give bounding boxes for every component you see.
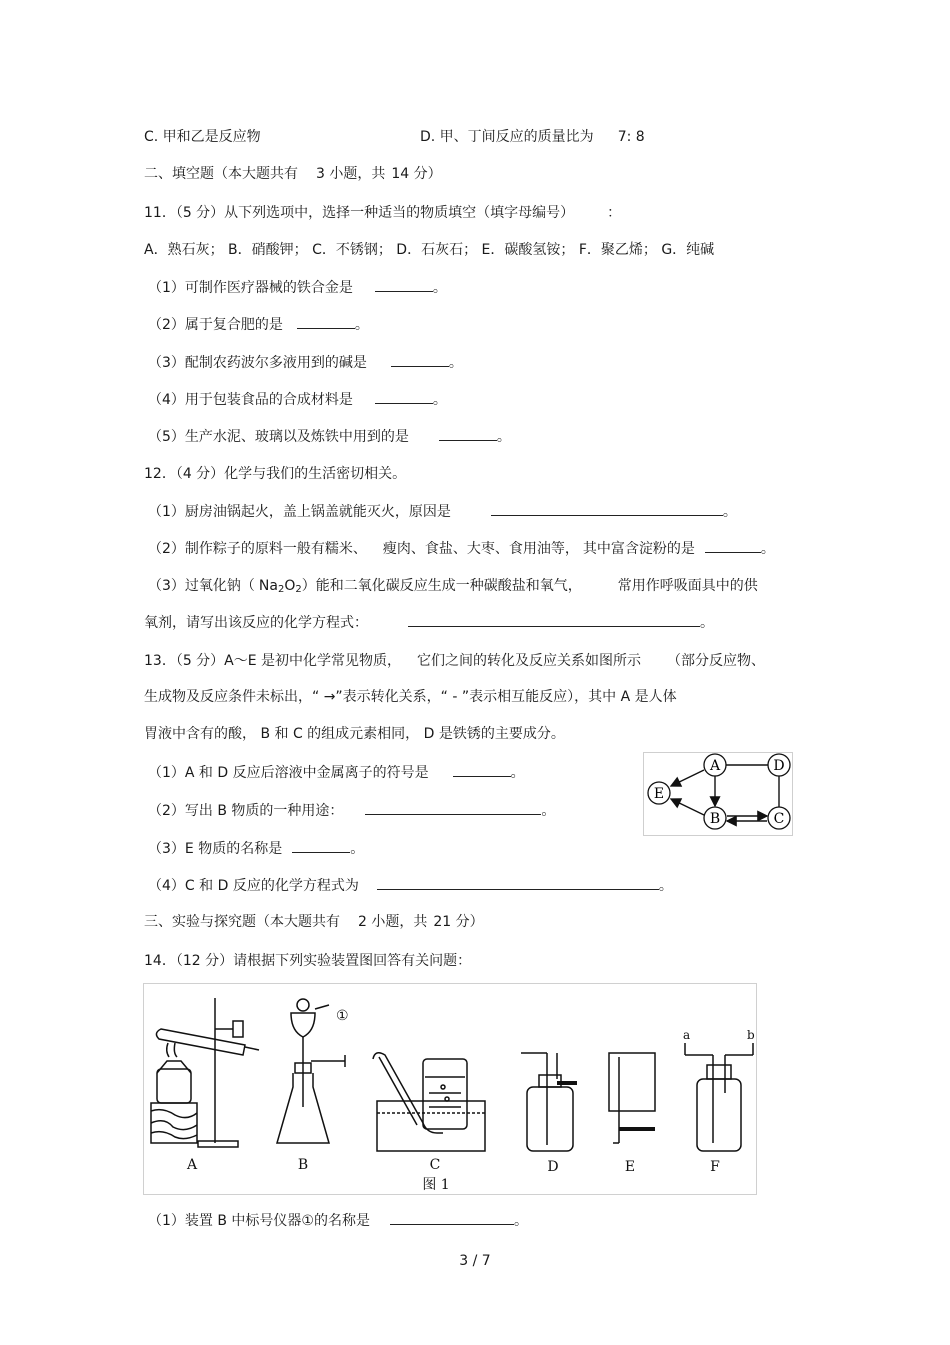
q13-item-3-text: （3）E 物质的名称是 [148, 841, 283, 857]
node-a [704, 754, 726, 776]
answer-blank[interactable] [377, 875, 659, 890]
page-number: 3 / 7 [459, 1253, 491, 1269]
answer-blank[interactable] [408, 612, 700, 627]
period: 。 [448, 355, 463, 371]
q13-item-4 [148, 875, 673, 896]
period: 。 [432, 280, 447, 296]
answer-blank[interactable] [391, 352, 449, 367]
q11-item-4-text: （4）用于包装食品的合成材料是 [148, 392, 353, 408]
q12-item-1 [148, 501, 737, 522]
node-d [768, 754, 790, 776]
period: 。 [760, 541, 775, 557]
option-d-ratio: 7: 8 [617, 129, 645, 145]
formula-subscript: 2 [295, 584, 302, 595]
answer-blank[interactable] [453, 762, 511, 777]
answer-blank[interactable] [705, 538, 761, 553]
apparatus-figure [143, 983, 757, 1195]
q12-item-3-part-c: 常用作呼吸面具中的供 [617, 578, 758, 594]
answer-blank[interactable] [365, 800, 541, 815]
node-d-label: D [773, 758, 785, 774]
marker-circled-one: ① [336, 1008, 349, 1024]
figure-label-f: F [710, 1159, 720, 1175]
port-a-label: a [683, 1028, 691, 1042]
figure-caption: 图 1 [422, 1177, 450, 1193]
section2-title [144, 164, 442, 184]
option-c: C. 甲和乙是反应物 [144, 129, 261, 145]
relation-diagram [643, 752, 793, 836]
section3-count: 2 小题，共 [358, 914, 428, 930]
answer-blank[interactable] [375, 389, 433, 404]
period: 。 [658, 878, 673, 894]
edge-b-e [671, 799, 704, 815]
q11-stem [144, 203, 621, 223]
q11-stem-text: 11．（5 分）从下列选项中，选择一种适当的物质填空（填字母编号） [144, 205, 568, 221]
q11-item-5-text: （5）生产水泥、玻璃以及炼铁中用到的是 [148, 429, 409, 445]
q13-stem-line2: 生成物及反应条件未标出，“ →”表示转化关系，“ - ”表示相互能反应），其中 A 是人体 [144, 689, 677, 705]
q13-item-2-text: （2）写出 B 物质的一种用途： [148, 803, 344, 819]
q14-item-1-text: （1）装置 B 中标号仪器①的名称是 [148, 1213, 370, 1229]
answer-blank[interactable] [390, 1210, 514, 1225]
section2-score: 14 分） [391, 166, 442, 182]
q13-item-3 [148, 838, 364, 859]
option-d-text: D. 甲、丁间反应的质量比为 [420, 129, 594, 145]
formula-subscript: 2 [277, 584, 285, 595]
section3-score: 21 分） [433, 914, 484, 930]
q11-item-1 [148, 277, 447, 298]
q11-item-5 [148, 426, 511, 447]
q13-stem-part-a: 13．（5 分）A～E 是初中化学常见物质， [144, 653, 402, 669]
q12-item-3 [148, 576, 758, 600]
period: 。 [541, 803, 556, 819]
node-c-label: C [773, 811, 785, 827]
q13-item-1 [148, 762, 525, 783]
answer-blank[interactable] [375, 277, 433, 292]
q11-item-3-text: （3）配制农药波尔多液用到的碱是 [148, 355, 367, 371]
q13-item-2 [148, 800, 555, 821]
period: 。 [350, 841, 365, 857]
period: 。 [496, 429, 511, 445]
sodium-peroxide-formula [259, 578, 302, 594]
q12-item-3-part-b: ）能和二氧化碳反应生成一种碳酸盐和氧气， [301, 578, 582, 594]
formula-o: O [284, 578, 296, 594]
q14-item-1 [148, 1210, 528, 1231]
edge-a-e [671, 770, 704, 786]
q11-item-1-text: （1）可制作医疗器械的铁合金是 [148, 280, 353, 296]
node-a-label: A [709, 758, 721, 774]
figure-label-c: C [429, 1157, 441, 1173]
formula-na: Na [258, 578, 278, 594]
port-b-label: b [747, 1028, 755, 1042]
period: 。 [513, 1213, 528, 1229]
q14-stem: 14．（12 分）请根据下列实验装置图回答有关问题： [144, 953, 472, 969]
figure-label-a: A [186, 1157, 198, 1173]
period: 。 [510, 765, 525, 781]
node-e [648, 782, 670, 804]
figure-label-d: D [547, 1159, 559, 1175]
section2-count: 3 小题，共 [316, 166, 386, 182]
node-e-label: E [653, 786, 665, 802]
node-c [768, 807, 790, 829]
q12-item-3-line2 [144, 612, 714, 633]
q13-stem-line3: 胃液中含有的酸， B 和 C 的组成元素相同， D 是铁锈的主要成分。 [144, 726, 565, 742]
q12-stem: 12．（4 分）化学与我们的生活密切相关。 [144, 466, 407, 482]
answer-blank[interactable] [292, 838, 350, 853]
period: 。 [700, 615, 714, 631]
figure-label-b: B [297, 1157, 309, 1173]
q13-item-1-text: （1）A 和 D 反应后溶液中金属离子的符号是 [148, 765, 429, 781]
q13-stem [144, 651, 765, 671]
q13-stem-part-c: （部分反应物、 [667, 653, 766, 669]
q11-item-4 [148, 389, 447, 410]
q11-colon: ： [607, 205, 622, 221]
q11-item-3 [148, 352, 463, 373]
q11-item-2-text: （2）属于复合肥的是 [148, 317, 283, 333]
section3-title-text: 三、实验与探究题（本大题共有 [144, 914, 340, 930]
q12-item-2-part-a: （2）制作粽子的原料一般有糯米、 [148, 541, 367, 557]
answer-blank[interactable] [439, 426, 497, 441]
node-b [704, 807, 726, 829]
figure-label-e: E [624, 1159, 636, 1175]
q12-item-2 [148, 538, 775, 559]
q12-item-2-part-c: 其中富含淀粉的是 [582, 541, 695, 557]
period: 。 [722, 504, 737, 520]
answer-blank[interactable] [491, 501, 723, 516]
q12-item-3-part-a: （3）过氧化钠（ [148, 578, 255, 594]
section3-title [144, 912, 484, 932]
period: 。 [354, 317, 369, 333]
node-b-label: B [709, 811, 721, 827]
answer-blank[interactable] [297, 314, 355, 329]
period: 。 [432, 392, 447, 408]
q13-item-4-text: （4）C 和 D 反应的化学方程式为 [148, 878, 359, 894]
q12-item-3-part-d: 氧剂，请写出该反应的化学方程式： [144, 615, 368, 631]
q12-item-1-text: （1）厨房油锅起火，盖上锅盖就能灭火，原因是 [148, 504, 451, 520]
q11-options: A．熟石灰； B．硝酸钾； C．不锈钢； D．石灰石； E．碳酸氢铵； F．聚乙烯； G．纯碱 [144, 242, 715, 258]
section2-title-text: 二、填空题（本大题共有 [144, 166, 298, 182]
q13-stem-part-b: 它们之间的转化及反应关系如图所示 [417, 653, 642, 669]
q12-item-2-part-b: 瘦肉、食盐、大枣、食用油等， [382, 541, 579, 557]
q11-item-2 [148, 314, 369, 335]
option-d [420, 127, 645, 147]
